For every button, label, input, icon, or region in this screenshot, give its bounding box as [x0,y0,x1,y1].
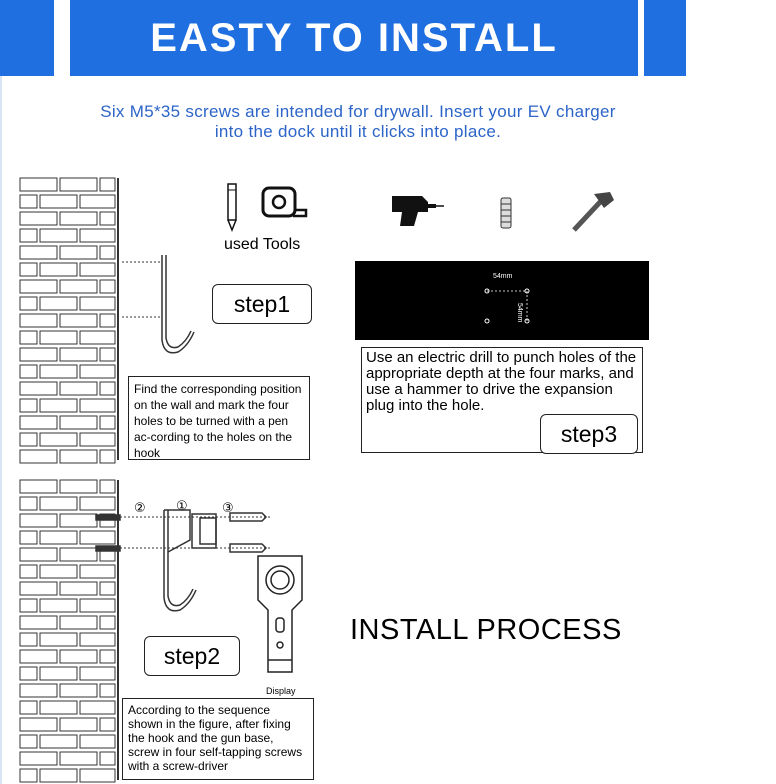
step3-label: step3 [540,414,638,454]
marker-one: ① [176,498,188,513]
brick [20,195,37,208]
brick [20,582,57,595]
brick [80,769,115,782]
intro-line-1: Six M5*35 screws are intended for drywall. Insert your EV charger [100,102,616,121]
brick [20,548,57,561]
brick [20,616,57,629]
brick [60,718,97,731]
brick [40,701,77,714]
brick [20,769,37,782]
brick [20,752,57,765]
brick [80,565,115,578]
brick [20,178,57,191]
brick [20,365,37,378]
brick [80,701,115,714]
brick [40,599,77,612]
brick [60,246,97,259]
brick [40,263,77,276]
brick [60,582,97,595]
brick [80,667,115,680]
brick [60,314,97,327]
brick [40,399,77,412]
brick [40,735,77,748]
brick [40,229,77,242]
brick [40,297,77,310]
brick [20,331,37,344]
brick [60,348,97,361]
charger-holster-drawing [258,556,302,672]
brick [20,701,37,714]
brick [60,212,97,225]
brick [80,365,115,378]
brick [100,718,115,731]
brick [80,531,115,544]
brick [80,297,115,310]
brick [60,684,97,697]
brick [40,331,77,344]
brick [20,450,57,463]
brick [80,331,115,344]
brick [20,599,37,612]
brick [60,514,97,527]
brick [100,416,115,429]
brick [20,297,37,310]
tools-label: used Tools [224,236,301,253]
step1-note: Find the corresponding position on the wall and mark the four holes to be turned with a pen ac-cording to the holes on the hook [128,376,310,460]
brick [100,582,115,595]
page-title: EASTY TO INSTALL [150,15,558,60]
brick [60,178,97,191]
brick [60,416,97,429]
brick-wall-bottom [20,480,118,782]
brick [20,416,57,429]
brick [20,684,57,697]
brick [20,531,37,544]
brick [80,195,115,208]
brick [40,195,77,208]
step1-label: step1 [212,284,312,324]
brick [80,229,115,242]
electric-drill-icon [388,190,444,230]
step3-note-text: Use an electric drill to punch holes of the appropriate depth at the four marks, and use a hammer to drive the expansion plug into the hole. [366,349,637,414]
brick [20,399,37,412]
brick [80,735,115,748]
brick [20,565,37,578]
brick [20,314,57,327]
brick [100,246,115,259]
brick [40,531,77,544]
brick [80,433,115,446]
brick [40,667,77,680]
brick [60,382,97,395]
brick [40,365,77,378]
brick [40,497,77,510]
dimension-label-vertical: 54mm [516,303,523,323]
brick [60,548,97,561]
step2-label: step2 [144,636,240,676]
brick [20,433,37,446]
brick [20,735,37,748]
brick [80,633,115,646]
brick [100,314,115,327]
brick [100,212,115,225]
brick [60,480,97,493]
brick [100,616,115,629]
brick [20,263,37,276]
brick [100,280,115,293]
brick [100,178,115,191]
intro-line-2: into the dock until it clicks into place. [214,122,502,141]
brick [40,769,77,782]
brick [80,399,115,412]
brick [20,480,57,493]
brick [20,212,57,225]
brick [60,280,97,293]
brick [20,497,37,510]
brick [100,650,115,663]
brick [60,752,97,765]
install-process-title: INSTALL PROCESS [350,614,622,646]
brick [60,450,97,463]
drilling-template-panel [355,261,649,340]
hammer-icon [568,188,616,234]
brick [40,565,77,578]
tape-measure-icon [260,184,308,224]
brick-wall-top [20,178,118,463]
brick [20,348,57,361]
marker-two: ② [134,500,146,515]
brick [100,348,115,361]
brick [20,718,57,731]
step2-note: According to the sequence shown in the figure, after fixing the hook and the gun base, screw in four self-tapping screws with a screw-driver [122,698,314,780]
brick [20,650,57,663]
display-label: Display [266,686,296,696]
brick [100,382,115,395]
expansion-plug-icon [498,196,514,230]
wall-hook-step1 [122,255,194,353]
brick [80,599,115,612]
brick [100,752,115,765]
brick [100,684,115,697]
brick [20,229,37,242]
brick [20,280,57,293]
brick [20,382,57,395]
brick [80,497,115,510]
brick [40,433,77,446]
brick [60,650,97,663]
brick [40,633,77,646]
brick [60,616,97,629]
brick [100,480,115,493]
wall-hook-step2 [96,510,270,611]
brick [100,450,115,463]
dimension-label-horizontal: 54mm [493,273,513,280]
brick [20,633,37,646]
marker-three: ③ [222,500,234,515]
brick [80,263,115,276]
pen-icon [224,182,240,232]
brick [20,667,37,680]
brick [20,514,57,527]
brick [20,246,57,259]
